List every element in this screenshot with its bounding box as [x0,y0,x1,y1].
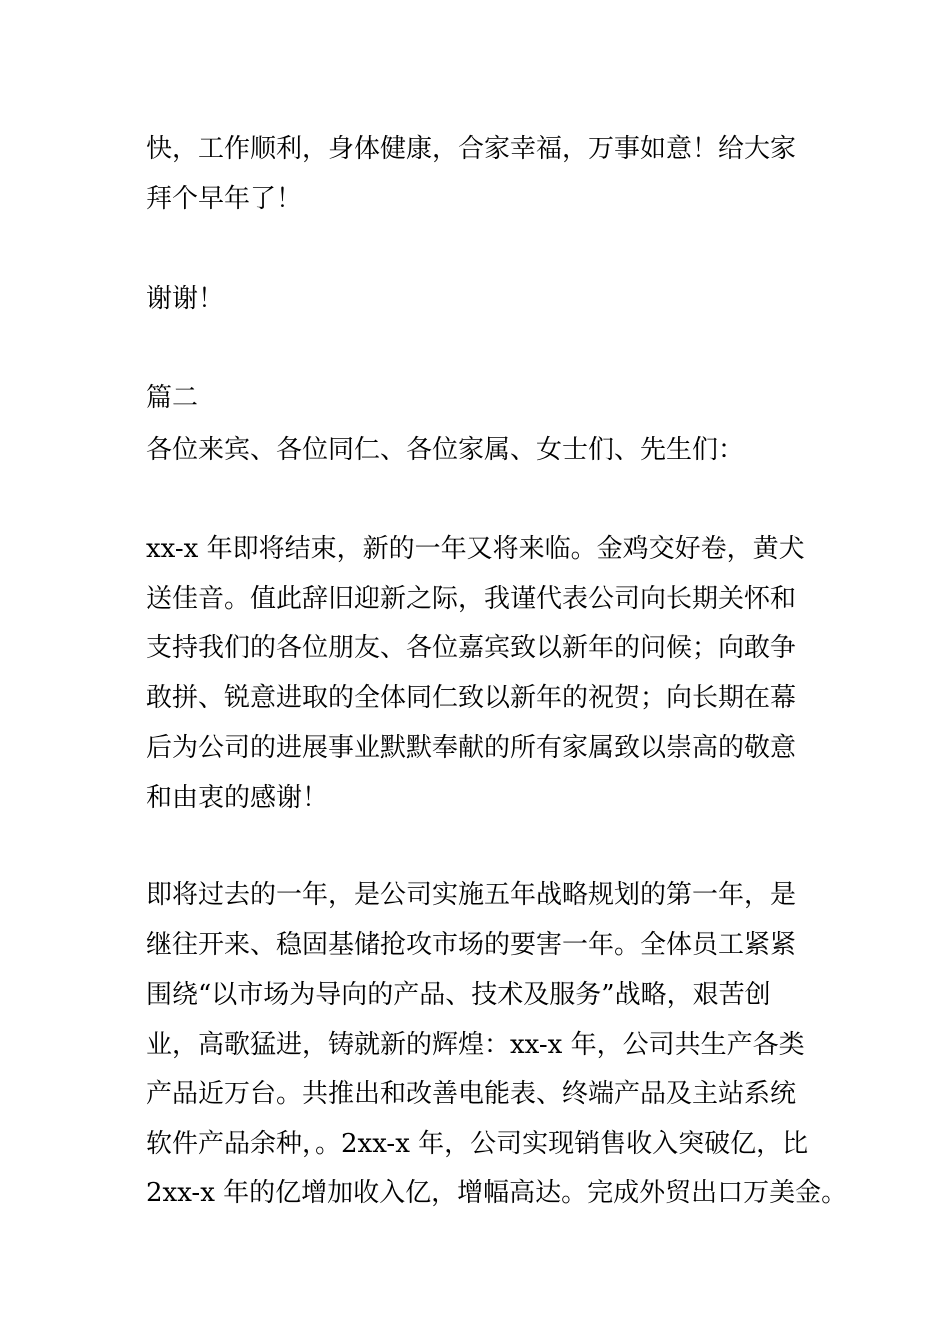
paragraph-line: 敢拼、锐意进取的全体同仁致以新年的祝贺；向长期在幕 [146,683,797,713]
paragraph-line: 软件产品余种，。2xx-x 年，公司实现销售收入突破亿，比 [146,1129,809,1159]
paragraph-line: 围绕“以市场为导向的产品、技术及服务”战略，艰苦创 [146,980,771,1010]
paragraph-line: 2xx-x 年的亿增加收入亿，增幅高达。完成外贸出口万美金。 [146,1178,848,1208]
paragraph-line: 支持我们的各位朋友、各位嘉宾致以新年的问候；向敢争 [146,633,797,663]
paragraph-line: 继往开来、稳固基储抢攻市场的要害一年。全体员工紧紧 [146,930,797,960]
paragraph-line: 拜个早年了！ [146,184,303,214]
paragraph-line: 业，高歌猛进，铸就新的辉煌：xx-x 年，公司共生产各类 [146,1030,805,1060]
paragraph-line: 送佳音。值此辞旧迎新之际，我谨代表公司向长期关怀和 [146,584,797,614]
paragraph-line: 即将过去的一年，是公司实施五年战略规划的第一年，是 [146,880,797,910]
paragraph-line: 快，工作顺利，身体健康，合家幸福，万事如意！给大家 [146,134,797,164]
section-heading: 篇二 [146,383,199,413]
thanks-text: 谢谢！ [146,284,225,314]
paragraph-line: 后为公司的进展事业默默奉献的所有家属致以崇高的敬意 [146,733,797,763]
salutation: 各位来宾、各位同仁、各位家属、女士们、先生们： [146,435,745,465]
paragraph-line: xx-x 年即将结束，新的一年又将来临。金鸡交好卷，黄犬 [146,534,805,564]
paragraph-line: 和由衷的感谢！ [146,783,329,813]
paragraph-line: 产品近万台。共推出和改善电能表、终端产品及主站系统 [146,1079,797,1109]
